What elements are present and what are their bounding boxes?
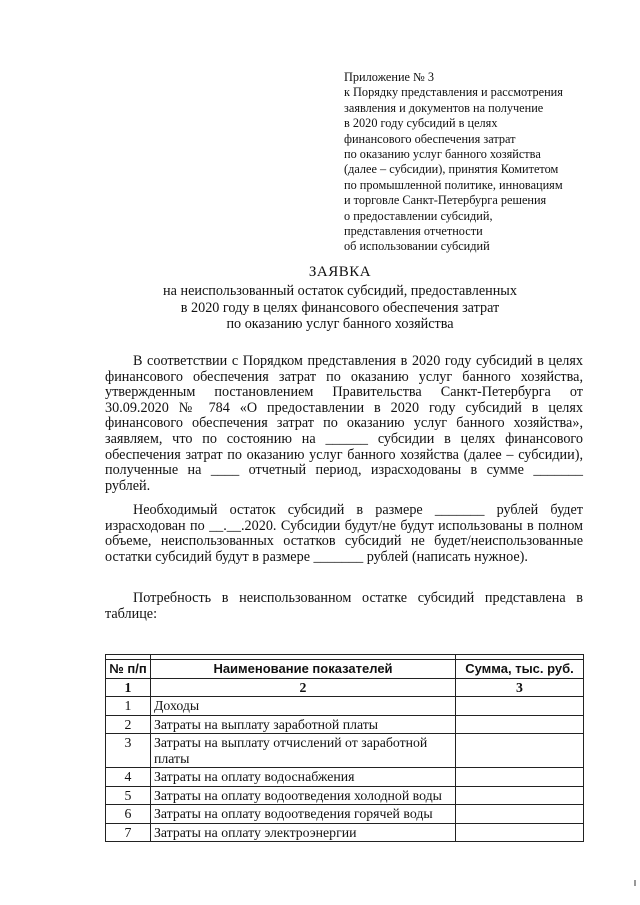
column-number: 2 xyxy=(151,678,456,697)
header-name: Наименование показателей xyxy=(151,660,456,679)
header-sum: Сумма, тыс. руб. xyxy=(456,660,584,679)
title-line: на неиспользованный остаток субсидий, предоставленных xyxy=(163,282,517,299)
row-num: 1 xyxy=(106,697,151,716)
table-column-numbers xyxy=(106,678,584,697)
column-number: 3 xyxy=(456,678,584,697)
table-row xyxy=(106,805,584,824)
row-name: Затраты на оплату водоотведения горячей воды xyxy=(151,805,456,824)
appendix-line: по оказанию услуг банного хозяйства xyxy=(344,147,541,162)
row-sum xyxy=(456,715,584,734)
scan-edge-mark xyxy=(634,880,636,886)
paragraph-text: Потребность в неиспользованном остатке субсидий представлена в таблице: xyxy=(105,590,583,622)
title-line: по оказанию услуг банного хозяйства xyxy=(226,316,454,333)
paragraph-text: Необходимый остаток субсидий в размере _______ рублей будет израсходован по __.__.2020. Субсидии будут/не будут использованы в полном объеме, неиспользованных остатков субсидий не будет/неиспользованные остатки субсидий будут в размере _______ рублей (написать нужное). xyxy=(105,502,583,565)
row-num: 7 xyxy=(106,823,151,842)
row-num: 6 xyxy=(106,805,151,824)
paragraph-1 xyxy=(105,354,583,494)
appendix-line: о предоставлении субсидий, xyxy=(344,208,493,223)
row-name: Затраты на оплату водоотведения холодной воды xyxy=(151,786,456,805)
appendix-line: и торговле Санкт-Петербурга решения xyxy=(344,193,547,208)
appendix-line: к Порядку представления и рассмотрения xyxy=(344,85,563,100)
document-title xyxy=(60,264,620,333)
row-num: 5 xyxy=(106,786,151,805)
table-row xyxy=(106,715,584,734)
table-row xyxy=(106,823,584,842)
row-name: Доходы xyxy=(151,697,456,716)
table-row xyxy=(106,768,584,787)
table-row xyxy=(106,734,584,768)
appendix-line: по промышленной политике, инновациям xyxy=(344,177,563,192)
header-num: № п/п xyxy=(106,660,151,679)
row-sum xyxy=(456,823,584,842)
row-name: Затраты на оплату электроэнергии xyxy=(151,823,456,842)
title-heading: ЗАЯВКА xyxy=(308,264,372,280)
title-line: в 2020 году в целях финансового обеспечения затрат xyxy=(180,299,500,316)
row-sum xyxy=(456,697,584,716)
needs-table xyxy=(105,654,584,842)
appendix-line: заявления и документов на получение xyxy=(344,100,544,115)
row-num: 4 xyxy=(106,768,151,787)
column-number: 1 xyxy=(106,678,151,697)
appendix-line: финансового обеспечения затрат xyxy=(344,131,516,146)
row-name: Затраты на выплату заработной платы xyxy=(151,715,456,734)
row-sum xyxy=(456,734,584,768)
row-num: 2 xyxy=(106,715,151,734)
paragraph-2 xyxy=(105,503,583,565)
table-header-row xyxy=(106,660,584,679)
appendix-line: Приложение № 3 xyxy=(344,70,435,84)
paragraph-text: В соответствии с Порядком представления в 2020 году субсидий в целях финансового обеспечения затрат по оказанию услуг банного хозяйства, утвержденным постановлением Правительства Санкт-Петербурга от 30.09.2020 № 784 «О предоставлении в 2020 году субсидий в целях финансового обеспечения затрат по оказанию услуг банного хозяйства», заявляем, что по состоянию на ______ субсидии в целях финансового обеспечения затрат по оказанию услуг банного хозяйства (далее – субсидии), полученные на ____ отчетный период, израсходованы в сумме _______ рублей. xyxy=(105,353,583,494)
row-sum xyxy=(456,786,584,805)
table-row xyxy=(106,786,584,805)
table-row xyxy=(106,697,584,716)
paragraph-3 xyxy=(105,591,583,622)
appendix-line: представления отчетности xyxy=(344,224,483,239)
appendix-line: об использовании субсидий xyxy=(344,239,490,254)
appendix-line: (далее – субсидии), принятия Комитетом xyxy=(344,162,559,177)
row-sum xyxy=(456,805,584,824)
row-name: Затраты на выплату отчислений от заработной платы xyxy=(151,734,456,768)
appendix-note xyxy=(344,70,604,255)
row-num: 3 xyxy=(106,734,151,768)
appendix-line: в 2020 году субсидий в целях xyxy=(344,116,498,131)
row-name: Затраты на оплату водоснабжения xyxy=(151,768,456,787)
row-sum xyxy=(456,768,584,787)
